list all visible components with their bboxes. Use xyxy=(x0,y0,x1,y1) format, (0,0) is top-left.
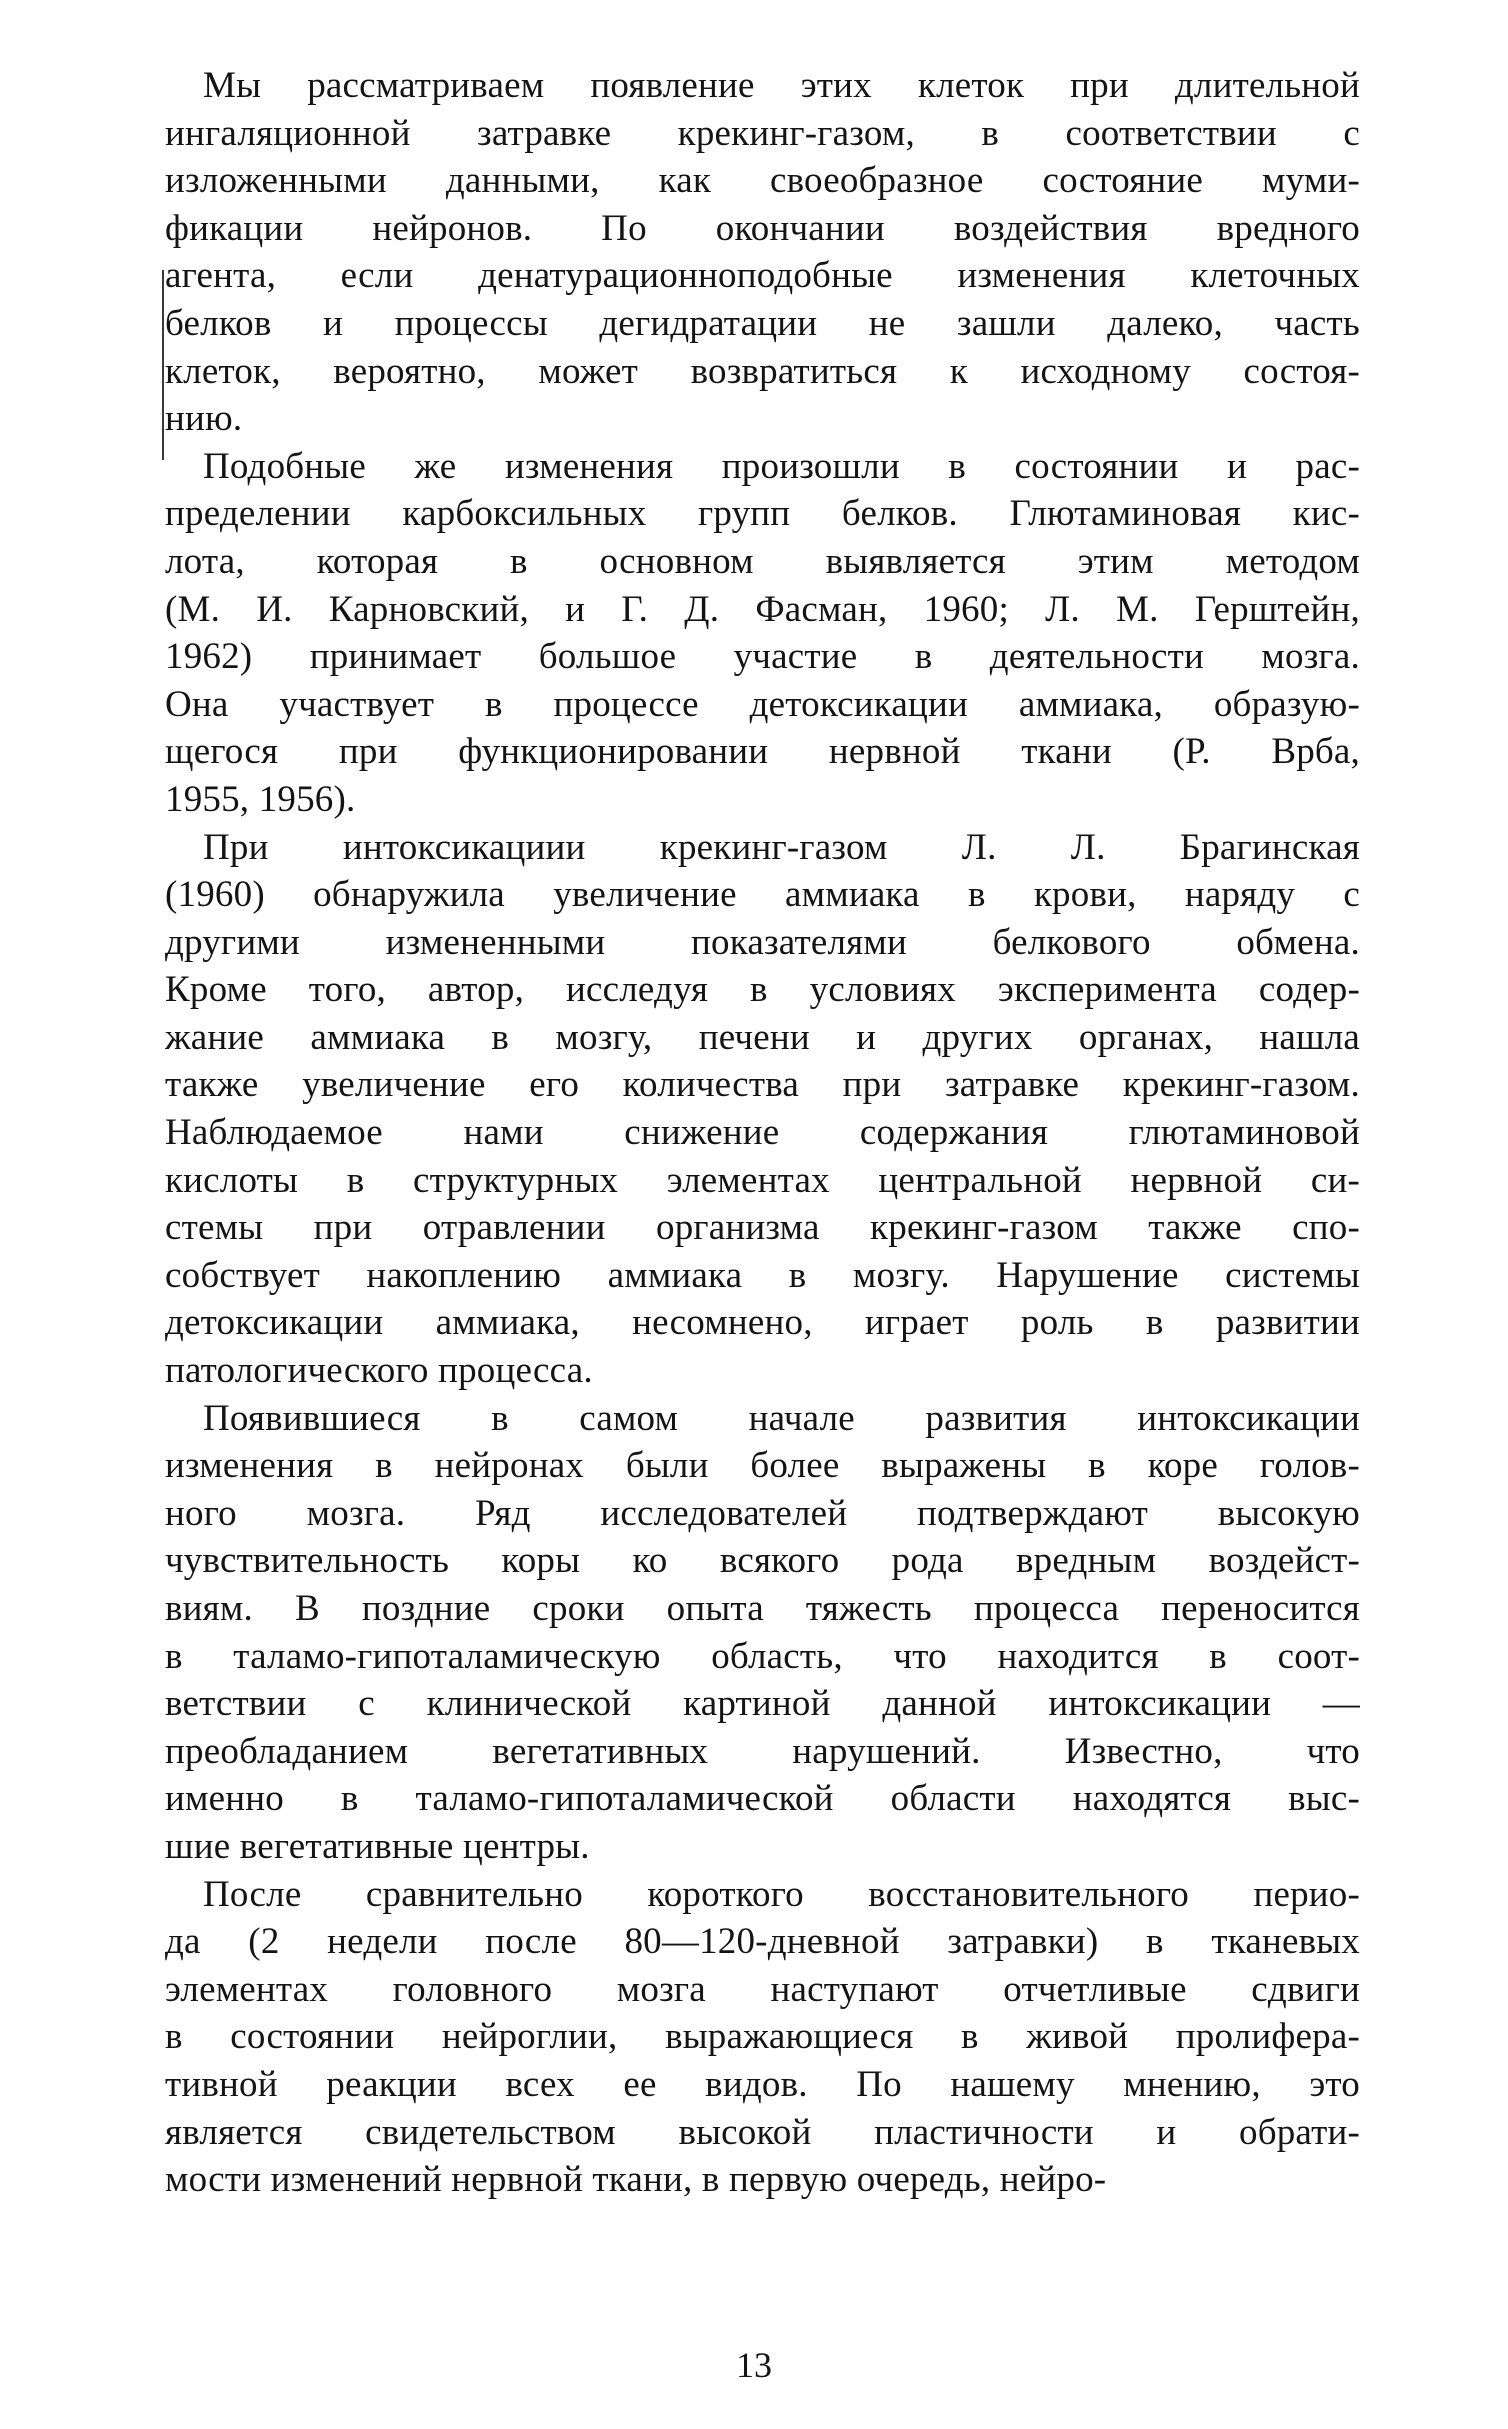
text-line: (1960) обнаружила увеличение аммиака в крови, наряду с xyxy=(165,874,1360,916)
paragraph xyxy=(165,443,1360,824)
text-line: чувствительность коры ко всякого рода вредным воздейст- xyxy=(165,1540,1360,1582)
text-line: агента, если денатурационноподобные изменения клеточных xyxy=(165,255,1360,297)
text-line: ветствии с клинической картиной данной интоксикации — xyxy=(165,1683,1360,1725)
margin-rule xyxy=(162,270,164,460)
text-line: является свидетельством высокой пластичности и обрати- xyxy=(165,2111,1360,2153)
text-line: клеток, вероятно, может возвратиться к исходному состоя- xyxy=(165,350,1360,392)
text-line: (М. И. Карновский, и Г. Д. Фасман, 1960; Л. М. Герштейн, xyxy=(165,588,1360,630)
page-number: 13 xyxy=(736,2345,772,2385)
text-line: Мы рассматриваем появление этих клеток при длительной xyxy=(203,65,1360,106)
text-line: ного мозга. Ряд исследователей подтверждают высокую xyxy=(165,1492,1360,1534)
document-page xyxy=(165,62,1360,2362)
text-line: патологического процесса. xyxy=(165,1350,593,1392)
text-line: мости изменений нервной ткани, в первую очередь, нейро- xyxy=(165,2159,1107,2201)
paragraph xyxy=(165,824,1360,1395)
text-line: Кроме того, автор, исследуя в условиях эксперимента содер- xyxy=(165,969,1360,1011)
text-line: Подобные же изменения произошли в состоянии и рас- xyxy=(203,445,1360,487)
text-line: Наблюдаемое нами снижение содержания глютаминовой xyxy=(165,1112,1360,1154)
text-line: жание аммиака в мозгу, печени и других органах, нашла xyxy=(165,1016,1360,1058)
text-line: щегося при функционировании нервной ткани (Р. Врба, xyxy=(165,731,1360,773)
text-line: в состоянии нейроглии, выражающиеся в живой пролифера- xyxy=(165,2016,1360,2058)
paragraph xyxy=(165,1871,1360,2204)
text-line: При интоксикациии крекинг-газом Л. Л. Брагинская xyxy=(203,826,1360,868)
text-line: пределении карбоксильных групп белков. Глютаминовая кис- xyxy=(165,493,1360,535)
text-line: изложенными данными, как своеобразное состояние муми- xyxy=(165,160,1360,202)
text-line: изменения в нейронах были более выражены в коре голов- xyxy=(165,1445,1360,1487)
text-line: также увеличение его количества при затравке крекинг-газом. xyxy=(165,1064,1360,1106)
text-line: именно в таламо-гипоталамической области находятся выс- xyxy=(165,1778,1360,1820)
text-line: детоксикации аммиака, несомнено, играет роль в развитии xyxy=(165,1302,1360,1344)
text-line: тивной реакции всех ее видов. По нашему мнению, это xyxy=(165,2063,1360,2105)
text-line: в таламо-гипоталамическую область, что находится в соот- xyxy=(165,1635,1360,1677)
text-line: После сравнительно короткого восстановительного перио- xyxy=(203,1873,1360,1915)
text-line: другими измененными показателями белкового обмена. xyxy=(165,921,1360,963)
text-line: нию. xyxy=(165,398,243,440)
text-line: Появившиеся в самом начале развития интоксикации xyxy=(203,1397,1360,1439)
text-line: ингаляционной затравке крекинг-газом, в соответствии с xyxy=(165,112,1360,154)
text-line: Она участвует в процессе детоксикации аммиака, образую- xyxy=(165,683,1360,725)
paragraph xyxy=(165,62,1360,443)
paragraph xyxy=(165,1395,1360,1871)
text-line: да (2 недели после 80—120-дневной затравки) в тканевых xyxy=(165,1921,1360,1963)
text-line: стемы при отравлении организма крекинг-газом также спо- xyxy=(165,1207,1360,1249)
text-line: лота, которая в основном выявляется этим методом xyxy=(165,540,1360,582)
text-line: виям. В поздние сроки опыта тяжесть процесса переносится xyxy=(165,1588,1360,1629)
text-line: преобладанием вегетативных нарушений. Известно, что xyxy=(165,1730,1360,1772)
text-line: кислоты в структурных элементах центральной нервной си- xyxy=(165,1159,1360,1201)
text-line: белков и процессы дегидратации не зашли далеко, часть xyxy=(165,302,1360,344)
text-line: фикации нейронов. По окончании воздействия вредного xyxy=(165,207,1360,249)
text-line: элементах головного мозга наступают отчетливые сдвиги xyxy=(165,1968,1360,2010)
text-line: 1962) принимает большое участие в деятельности мозга. xyxy=(165,636,1360,678)
text-line: шие вегетативные центры. xyxy=(165,1825,590,1867)
text-line: собствует накоплению аммиака в мозгу. Нарушение системы xyxy=(165,1254,1360,1296)
text-line: 1955, 1956). xyxy=(165,778,356,820)
